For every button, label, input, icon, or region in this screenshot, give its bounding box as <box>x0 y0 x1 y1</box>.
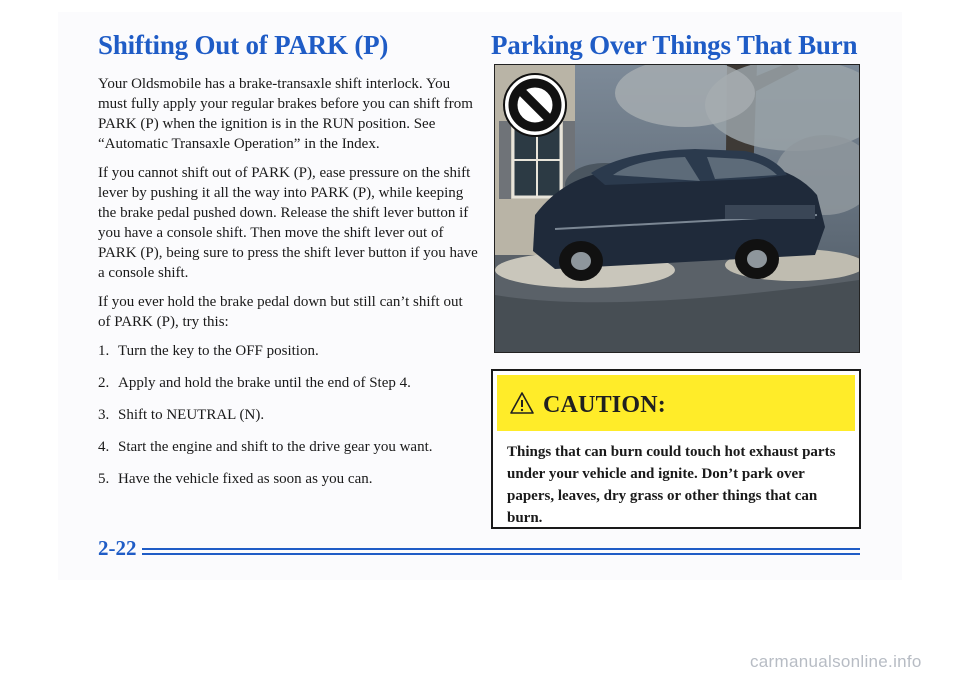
page-number: 2-22 <box>98 536 137 560</box>
section-heading-parking-over-things-that-burn: Parking Over Things That Burn <box>491 30 858 60</box>
step-text: Shift to NEUTRAL (N). <box>118 407 265 423</box>
step-text: Have the vehicle fixed as soon as you can. <box>118 471 373 487</box>
no-symbol-icon <box>504 74 566 136</box>
step-number: 2. <box>98 375 110 391</box>
watermark: carmanualsonline.info <box>750 652 922 671</box>
list-item <box>98 341 478 361</box>
footer-rule <box>142 548 860 550</box>
list-item <box>98 469 478 489</box>
step-number: 1. <box>98 343 110 359</box>
list-item <box>98 405 478 425</box>
step-number: 4. <box>98 439 110 455</box>
list-item <box>98 437 478 457</box>
caution-header <box>497 375 855 431</box>
warning-triangle-icon <box>509 391 535 415</box>
manual-page <box>58 12 902 580</box>
paragraph-try-this: If you ever hold the brake pedal down but still can’t shift out of PARK (P), try this: <box>98 294 463 330</box>
step-text: Apply and hold the brake until the end of Step 4. <box>118 375 411 391</box>
paragraph-interlock: Your Oldsmobile has a brake-transaxle shift interlock. You must fully apply your regular brakes before you can shift from PARK (P) when the ignition is in the RUN position. See “Automatic Transaxle Operation” in the Index. <box>98 76 473 152</box>
caution-box <box>491 369 861 529</box>
step-text: Start the engine and shift to the drive gear you want. <box>118 439 433 455</box>
steps-list <box>98 341 478 489</box>
paragraph-cannot-shift: If you cannot shift out of PARK (P), ease pressure on the shift lever by pushing it all the way into PARK (P), while keeping the brake pedal pushed down. Release the shift lever button if you have a console shift. Then move the shift lever out of PARK (P), being sure to press the shift lever button if you have a console shift. <box>98 165 478 281</box>
left-column <box>98 74 478 501</box>
caution-label: CAUTION: <box>543 391 666 418</box>
footer-rule <box>142 553 860 555</box>
step-number: 5. <box>98 471 110 487</box>
step-text: Turn the key to the OFF position. <box>118 343 319 359</box>
section-heading-shifting-out-of-park: Shifting Out of PARK (P) <box>98 30 389 60</box>
caution-text: Things that can burn could touch hot exhaust parts under your vehicle and ignite. Don’t park over papers, leaves, dry grass or other things that can burn. <box>507 444 836 526</box>
step-number: 3. <box>98 407 110 423</box>
parked-car-photo <box>494 64 860 353</box>
list-item <box>98 373 478 393</box>
